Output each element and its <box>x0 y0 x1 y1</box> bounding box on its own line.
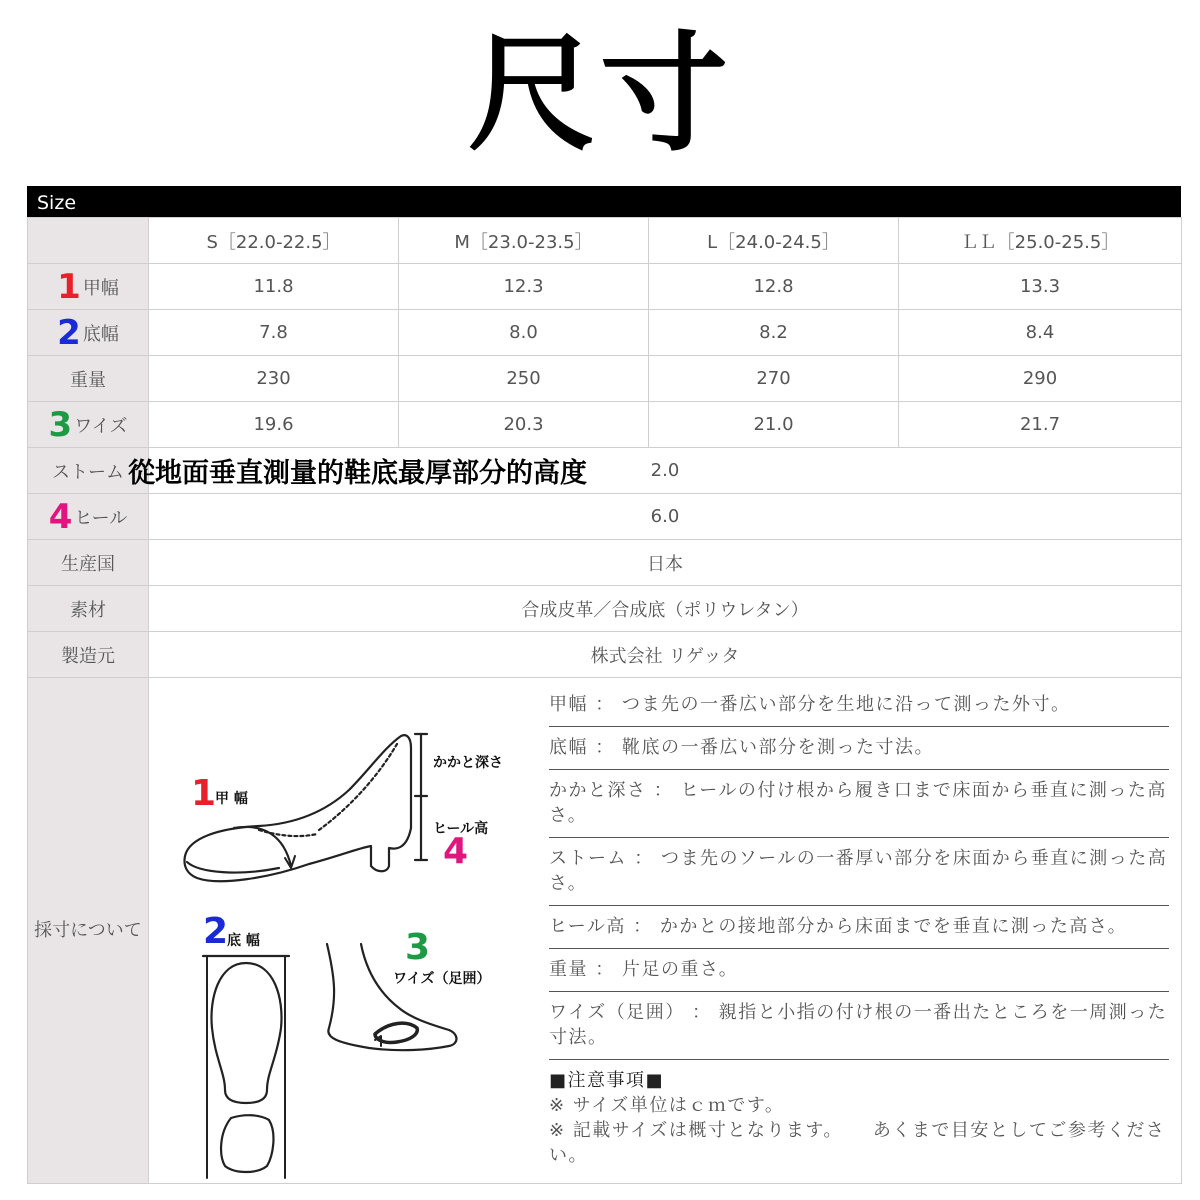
list-item: ヒール高 ： かかとの接地部分から床面までを垂直に測った高さ。 <box>549 906 1169 949</box>
table-cell: 2.0 <box>149 448 1182 494</box>
size-header-row <box>28 218 1182 264</box>
table-cell: 270 <box>649 356 899 402</box>
measure-descriptions <box>549 684 1169 1168</box>
table-cell: 7.8 <box>149 310 399 356</box>
table-row <box>28 540 1182 586</box>
notes-heading: ■注意事項■ <box>549 1070 665 1091</box>
marker-2: 2 <box>57 312 81 353</box>
marker-2: 2 <box>203 911 229 952</box>
notes <box>549 1060 1169 1168</box>
overlay-note: 從地面垂直測量的鞋底最厚部分的高度 <box>128 458 587 489</box>
measure-row <box>28 678 1182 1184</box>
instep-label: 甲 幅 <box>215 791 248 807</box>
row-label-wise: 3 ワイズ <box>28 402 149 448</box>
notes-line: ※ サイズ単位はｃｍです。 <box>549 1095 785 1116</box>
table-cell: 21.7 <box>899 402 1182 448</box>
table-cell: 合成皮革／合成底（ポリウレタン） <box>149 586 1182 632</box>
table-row <box>28 264 1182 310</box>
table-row <box>28 310 1182 356</box>
size-label: Size <box>37 192 77 214</box>
size-header-bar <box>27 186 1181 217</box>
table-cell: 19.6 <box>149 402 399 448</box>
table-row <box>28 402 1182 448</box>
notes-line: ※ 記載サイズは概寸となります。 あくまで目安としてご参考ください。 <box>549 1120 1166 1166</box>
column-header-s: S［22.0-22.5］ <box>149 218 399 264</box>
heel-height-label: ヒール高 <box>433 821 489 837</box>
heel-depth-label: かかと深さ <box>433 755 503 771</box>
table-cell: 日本 <box>149 540 1182 586</box>
row-label-sole-width: 2 底幅 <box>28 310 149 356</box>
table-cell: 13.3 <box>899 264 1182 310</box>
row-label-heel: 4 ヒール <box>28 494 149 540</box>
table-row <box>28 494 1182 540</box>
row-label-material: 素材 <box>28 586 149 632</box>
shoe-illustration <box>149 678 539 1183</box>
table-cell: 12.8 <box>649 264 899 310</box>
row-label-instep: 1 甲幅 <box>28 264 149 310</box>
sole-width-label: 底 幅 <box>227 933 260 949</box>
marker-1: 1 <box>191 773 217 814</box>
measure-cell <box>149 678 1182 1184</box>
size-table <box>27 217 1182 1184</box>
list-item: ワイズ（足囲） ： 親指と小指の付け根の一番出たところを一周測った寸法。 <box>549 992 1169 1060</box>
marker-1: 1 <box>57 266 81 307</box>
table-cell: 250 <box>399 356 649 402</box>
table-row <box>28 632 1182 678</box>
corner-cell <box>28 218 149 264</box>
table-cell: 230 <box>149 356 399 402</box>
list-item: ストーム ： つま先のソールの一番厚い部分を床面から垂直に測った高さ。 <box>549 838 1169 906</box>
page-title: 尺寸 <box>467 20 732 169</box>
list-item: 重量 ： 片足の重さ。 <box>549 949 1169 992</box>
table-row <box>28 586 1182 632</box>
column-header-ll: ＬＬ［25.0-25.5］ <box>899 218 1182 264</box>
list-item: 甲幅 ： つま先の一番広い部分を生地に沿って測った外寸。 <box>549 684 1169 727</box>
column-header-l: L［24.0-24.5］ <box>649 218 899 264</box>
table-cell: 290 <box>899 356 1182 402</box>
table-cell: 6.0 <box>149 494 1182 540</box>
table-cell: 8.0 <box>399 310 649 356</box>
table-cell: 8.2 <box>649 310 899 356</box>
table-row <box>28 356 1182 402</box>
table-cell: 11.8 <box>149 264 399 310</box>
table-cell: 21.0 <box>649 402 899 448</box>
table-cell: 12.3 <box>399 264 649 310</box>
marker-3: 3 <box>405 927 431 968</box>
row-label-country: 生産国 <box>28 540 149 586</box>
row-label-measure: 採寸について <box>28 678 149 1184</box>
column-header-m: M［23.0-23.5］ <box>399 218 649 264</box>
list-item: 底幅 ： 靴底の一番広い部分を測った寸法。 <box>549 727 1169 770</box>
table-cell: 8.4 <box>899 310 1182 356</box>
list-item: かかと深さ ： ヒールの付け根から履き口まで床面から垂直に測った高さ。 <box>549 770 1169 838</box>
marker-4: 4 <box>443 831 469 872</box>
marker-4: 4 <box>48 496 73 537</box>
marker-3: 3 <box>48 404 73 445</box>
row-label-maker: 製造元 <box>28 632 149 678</box>
wise-label: ワイズ（足囲） <box>393 971 491 987</box>
row-label-weight: 重量 <box>28 356 149 402</box>
table-cell: 株式会社 リゲッタ <box>149 632 1182 678</box>
table-cell: 20.3 <box>399 402 649 448</box>
row-label-storm: ストーム <box>28 448 149 494</box>
